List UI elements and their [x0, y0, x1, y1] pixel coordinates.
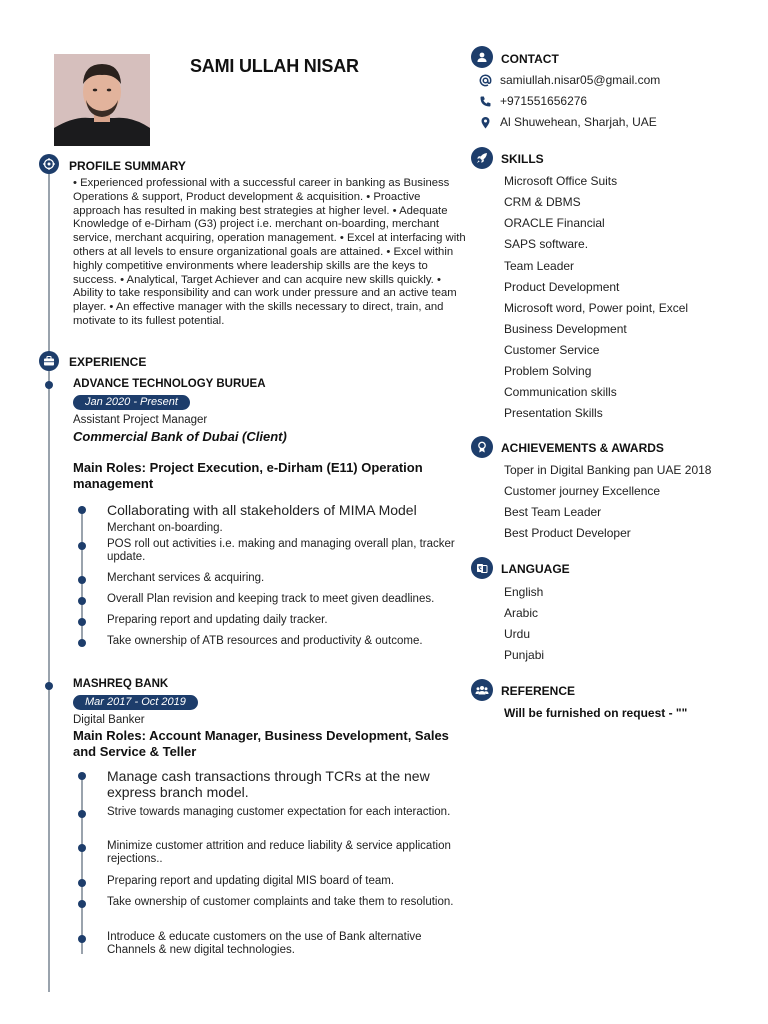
achievements-title: ACHIEVEMENTS & AWARDS — [501, 441, 664, 455]
contact-email[interactable]: samiullah.nisar05@gmail.com — [500, 73, 661, 87]
bullet-dot — [78, 639, 86, 647]
bullet-text: Take ownership of customer complaints and take them to resolution. — [107, 896, 454, 908]
skill-item: Team Leader — [504, 259, 575, 273]
bullet-dot — [78, 576, 86, 584]
skill-item: CRM & DBMS — [504, 195, 581, 209]
candidate-name: SAMI ULLAH NISAR — [190, 56, 359, 76]
contact-phone-row[interactable] — [478, 94, 587, 108]
achievement-item: Best Product Developer — [504, 526, 631, 540]
skill-item: Communication skills — [504, 385, 617, 399]
bullet-text: Merchant services & acquiring. — [107, 572, 265, 584]
bullet-dot — [78, 542, 86, 550]
group-icon — [471, 679, 493, 701]
timeline-line — [48, 172, 50, 992]
language-item: Urdu — [504, 627, 531, 641]
skill-item: SAPS software. — [504, 237, 589, 251]
job-role: Digital Banker — [73, 714, 145, 726]
bullet-dot — [78, 597, 86, 605]
profile-summary-title: PROFILE SUMMARY — [69, 159, 186, 173]
person-icon — [471, 46, 493, 68]
bullet-dot — [78, 879, 86, 887]
contact-address-row — [478, 115, 657, 129]
achievement-item: Customer journey Excellence — [504, 484, 661, 498]
bullet-text: Introduce & educate customers on the use of Bank alternative Channels & new digital technologies. — [107, 931, 422, 956]
job-client: Commercial Bank of Dubai (Client) — [73, 429, 287, 444]
bullet-text: Preparing report and updating digital MIS board of team. — [107, 875, 395, 887]
bullet-text: Preparing report and updating daily tracker. — [107, 614, 328, 626]
skill-item: ORACLE Financial — [504, 216, 605, 230]
award-icon — [471, 436, 493, 458]
skill-item: Business Development — [504, 322, 627, 336]
job-bullet-list — [78, 768, 458, 958]
achievement-item: Toper in Digital Banking pan UAE 2018 — [504, 463, 712, 477]
bullet-text: Strive towards managing customer expectation for each interaction. — [107, 806, 451, 818]
achievement-item: Best Team Leader — [504, 505, 602, 519]
bullet-dot — [78, 618, 86, 626]
contact-address: Al Shuwehean, Sharjah, UAE — [500, 115, 657, 129]
bullet-connector — [81, 776, 83, 954]
bullet-text: Collaborating with all stakeholders of MIMA Model — [107, 502, 417, 518]
skills-title: SKILLS — [501, 152, 544, 166]
timeline-dot — [45, 381, 53, 389]
skill-item: Product Development — [504, 280, 620, 294]
language-item: Punjabi — [504, 648, 545, 662]
job-dates: Mar 2017 - Oct 2019 — [73, 695, 198, 710]
bullet-text: POS roll out activities i.e. making and managing overall plan, tracker update. — [107, 538, 455, 563]
skill-item: Problem Solving — [504, 364, 592, 378]
target-icon — [39, 154, 59, 174]
experience-title: EXPERIENCE — [69, 355, 147, 369]
bullet-dot — [78, 935, 86, 943]
job-company: ADVANCE TECHNOLOGY BURUEA — [73, 378, 266, 390]
portrait-image — [54, 54, 150, 146]
contact-email-row[interactable] — [478, 73, 660, 87]
skill-item: Presentation Skills — [504, 406, 603, 420]
bullet-text: Manage cash transactions through TCRs at the new express branch model. — [107, 768, 430, 800]
contact-phone[interactable]: +971551656276 — [500, 94, 588, 108]
briefcase-icon — [39, 351, 59, 371]
job-role: Assistant Project Manager — [73, 414, 208, 426]
location-pin-icon — [478, 115, 492, 129]
profile-summary-text: • Experienced professional with a successful career in banking as Business Operations & support, Product development & acquisition. • Proactive approach has resulted in making best strategies at higher level. • Adequate Knowledge of e-Dirham (G3) project i.e. merchant on-boarding, merchant service, merchant acquiring, operation management. • Excel at interfacing with others at all levels to ensure organizational goals are attained. • Excel within highly competitive environments where leadership skills are the keys to success. • Analytical, Target Achiever and can acquire new skills quickly. • Ability to take responsibility and can work under pressure and an active team player. • An effective manager with the skills necessary to direct, train, and motivate to its fullest potential. — [73, 177, 466, 327]
language-item: English — [504, 585, 544, 599]
bullet-dot — [78, 844, 86, 852]
skill-item: Customer Service — [504, 343, 600, 357]
bullet-dot — [78, 772, 86, 780]
bullet-text: Overall Plan revision and keeping track to meet given deadlines. — [107, 593, 435, 605]
profile-photo — [54, 54, 150, 146]
language-item: Arabic — [504, 606, 539, 620]
bullet-text: Take ownership of ATB resources and productivity & outcome. — [107, 635, 423, 647]
skill-item: Microsoft word, Power point, Excel — [504, 301, 689, 315]
rocket-icon — [471, 147, 493, 169]
job-main-roles: Main Roles: Account Manager, Business Development, Sales and Service & Teller — [73, 728, 449, 759]
job-dates: Jan 2020 - Present — [73, 395, 190, 410]
bullet-dot — [78, 810, 86, 818]
contact-title: CONTACT — [501, 52, 559, 66]
bullet-dot — [78, 900, 86, 908]
timeline-dot — [45, 682, 53, 690]
phone-icon — [478, 94, 492, 108]
bullet-text: Minimize customer attrition and reduce liability & service application rejections.. — [107, 840, 451, 865]
skill-item: Microsoft Office Suits — [504, 174, 618, 188]
at-icon — [478, 73, 492, 87]
job-company: MASHREQ BANK — [73, 678, 169, 690]
job-main-roles: Main Roles: Project Execution, e-Dirham (E11) Operation management — [73, 460, 423, 491]
reference-title: REFERENCE — [501, 684, 576, 698]
reference-text: Will be furnished on request - "" — [504, 706, 688, 720]
job-bullet-list — [78, 498, 458, 648]
translate-icon — [471, 557, 493, 579]
language-title: LANGUAGE — [501, 562, 570, 576]
bullet-text: Merchant on-boarding. — [107, 522, 223, 534]
bullet-dot — [78, 506, 86, 514]
